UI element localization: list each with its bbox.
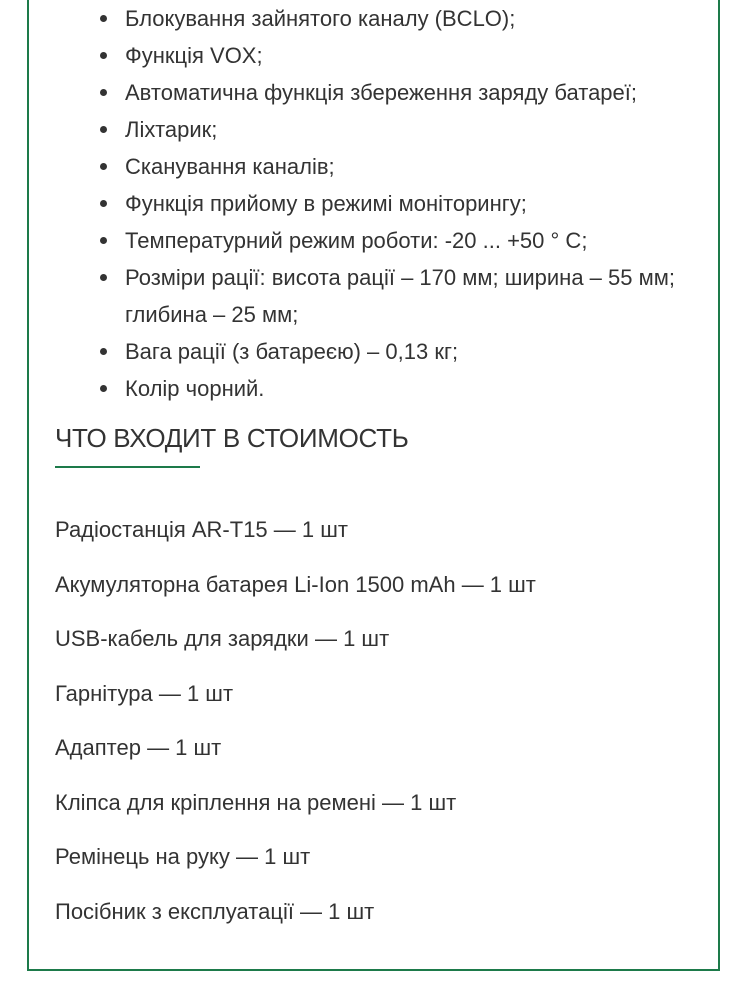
package-item: USB-кабель для зарядки — 1 шт xyxy=(55,626,390,651)
feature-item: Температурний режим роботи: -20 ... +50 ° С; xyxy=(125,222,685,259)
feature-list xyxy=(125,0,685,407)
package-item: Кліпса для кріплення на ремені — 1 шт xyxy=(55,789,457,815)
feature-item: Функція прийому в режимі моніторингу; xyxy=(125,185,685,222)
package-item: Адаптер — 1 шт xyxy=(55,735,222,760)
feature-item: Колір чорний. xyxy=(125,370,685,407)
feature-item: Вага рації (з батареєю) – 0,13 кг; xyxy=(125,333,685,370)
package-list xyxy=(55,510,536,946)
feature-item: Блокування зайнятого каналу (BCLO); xyxy=(125,0,685,37)
package-section-title: ЧТО ВХОДИТ В СТОИМОСТЬ xyxy=(55,423,409,453)
package-item: Акумуляторна батарея Li-Ion 1500 mAh — 1 шт xyxy=(55,571,536,597)
package-item: Ремінець на руку — 1 шт xyxy=(55,844,311,869)
package-item: Гарнітура — 1 шт xyxy=(55,680,234,706)
package-item: Радіостанція AR-T15 — 1 шт xyxy=(55,517,348,542)
feature-item: Функція VOX; xyxy=(125,37,685,74)
feature-item: Розміри рації: висота рації – 170 мм; ширина – 55 мм; глибина – 25 мм; xyxy=(125,259,685,333)
feature-item: Автоматична функція збереження заряду батареї; xyxy=(125,74,685,111)
package-item: Посібник з експлуатації — 1 шт xyxy=(55,898,375,924)
title-underline xyxy=(55,466,200,468)
feature-item: Ліхтарик; xyxy=(125,111,685,148)
feature-item: Сканування каналів; xyxy=(125,148,685,185)
